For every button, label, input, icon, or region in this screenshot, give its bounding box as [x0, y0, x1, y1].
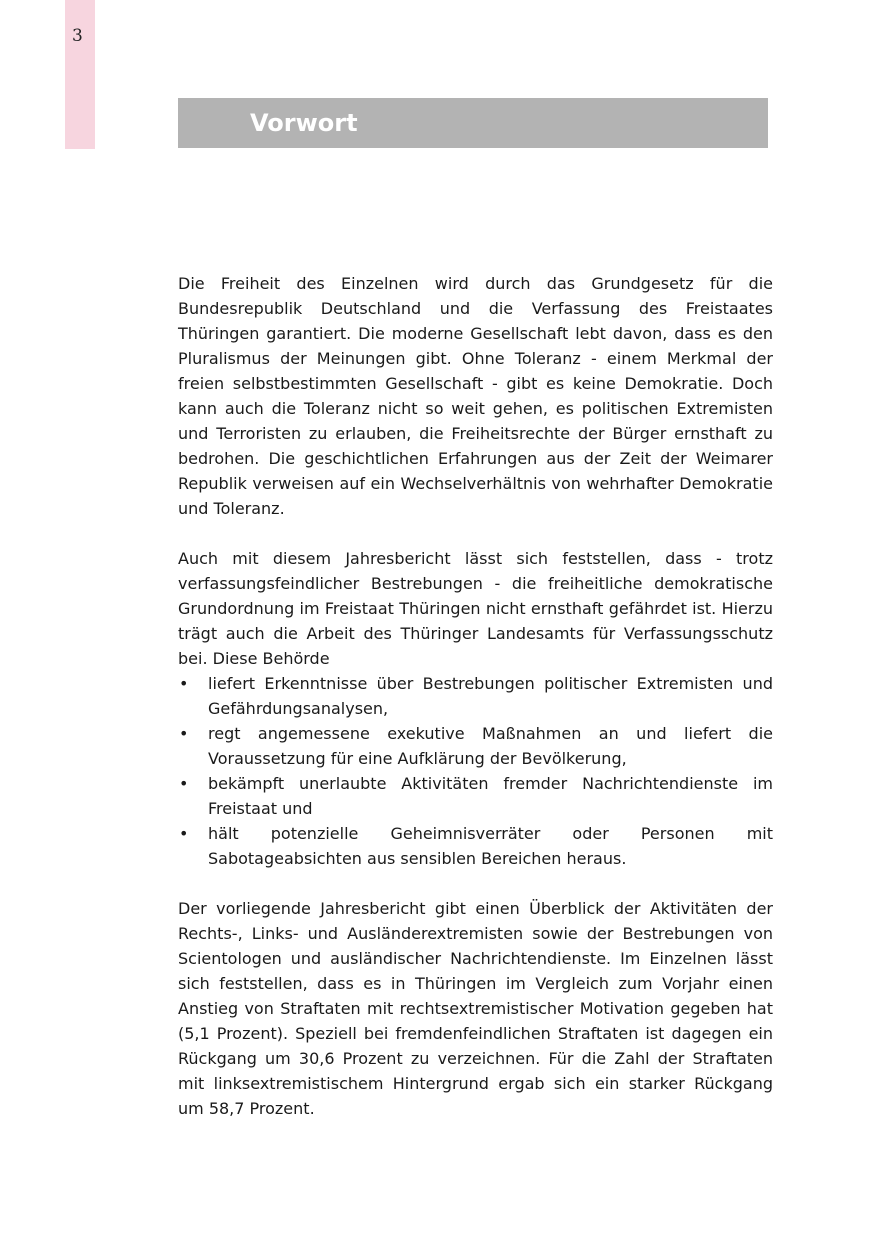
body-text [178, 271, 773, 1121]
page-number: 3 [72, 26, 83, 46]
page-tab-marker [65, 0, 95, 149]
page-title: Vorwort [250, 109, 358, 137]
bullet-icon: • [179, 824, 189, 843]
list-item-text: bekämpft unerlaubte Aktivitäten fremder Nachrichtendienste im Freistaat und [208, 774, 773, 818]
list-item [178, 721, 773, 771]
bullet-icon: • [179, 674, 189, 693]
paragraph-1: Die Freiheit des Einzelnen wird durch das Grundgesetz für die Bundesrepublik Deutschland und die Verfassung des Freistaates Thüringen garantiert. Die moderne Gesellschaft lebt davon, dass es den Pluralismus der Meinungen gibt. Ohne Toleranz - einem Merkmal der freien selbstbestimmten Gesellschaft - gibt es keine Demokratie. Doch kann auch die Toleranz nicht so weit gehen, es politischen Extremisten und Terroristen zu erlauben, die Freiheitsrechte der Bürger ernsthaft zu bedrohen. Die geschichtlichen Erfahrungen aus der Zeit der Weimarer Republik verweisen auf ein Wechselverhältnis von wehrhafter Demokratie und Toleranz. [178, 274, 773, 518]
list-item [178, 671, 773, 721]
bullet-list [178, 671, 773, 871]
list-item [178, 771, 773, 821]
list-item [178, 821, 773, 871]
bullet-icon: • [179, 774, 189, 793]
paragraph-2: Auch mit diesem Jahresbericht lässt sich feststellen, dass - trotz verfassungsfeindlicher Bestrebungen - die freiheitliche demokratische Grundordnung im Freistaat Thüringen nicht ernsthaft gefährdet ist. Hierzu trägt auch die Arbeit des Thüringer Landesamts für Verfassungsschutz bei. Diese Behörde [178, 549, 773, 668]
paragraph-3: Der vorliegende Jahresbericht gibt einen Überblick der Aktivitäten der Rechts-, Links- und Ausländerextremisten sowie der Bestrebungen von Scientologen und ausländischer Nachrichtendienste. Im Einzelnen lässt sich feststellen, dass es in Thüringen im Vergleich zum Vorjahr einen Anstieg von Straftaten mit rechtsextremistischer Motivation gegeben hat (5,1 Prozent). Speziell bei fremdenfeindlichen Straftaten ist dagegen ein Rückgang um 30,6 Prozent zu verzeichnen. Für die Zahl der Straftaten mit linksextremistischem Hintergrund ergab sich ein starker Rückgang um 58,7 Prozent. [178, 899, 773, 1118]
list-item-text: hält potenzielle Geheimnisverräter oder Personen mit Sabotageabsichten aus sensiblen Bereichen heraus. [208, 824, 773, 868]
list-item-text: liefert Erkenntnisse über Bestrebungen politischer Extremisten und Gefährdungsanalysen, [208, 674, 773, 718]
list-item-text: regt angemessene exekutive Maßnahmen an und liefert die Voraussetzung für eine Aufklärung der Bevölkerung, [208, 724, 773, 768]
bullet-icon: • [179, 724, 189, 743]
title-bar [178, 98, 768, 148]
